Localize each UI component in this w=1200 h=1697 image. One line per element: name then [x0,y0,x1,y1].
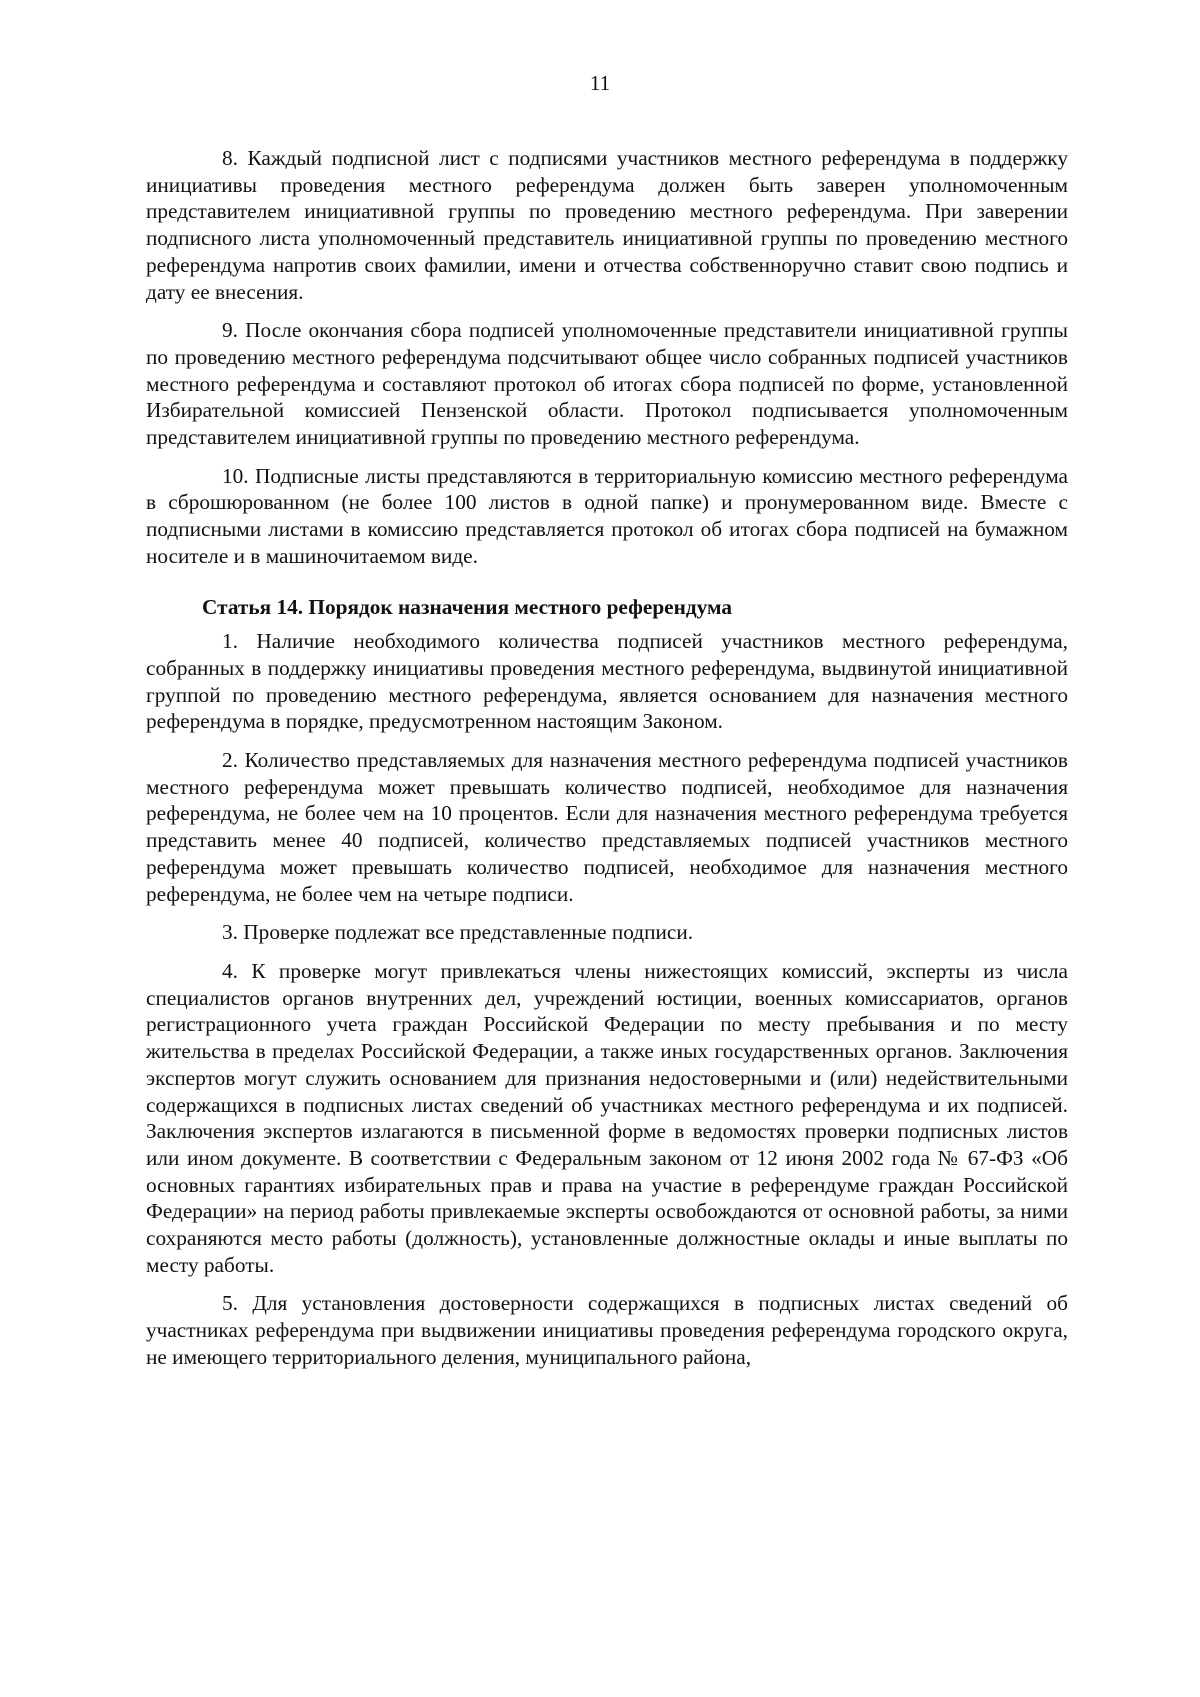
paragraph-8: 8. Каждый подписной лист с подписями участников местного референдума в поддержку инициативы проведения местного референдума должен быть заверен уполномоченным представителем инициативной группы по проведению местного референдума. При заверении подписного листа уполномоченный представитель инициативной группы по проведению местного референдума напротив своих фамилии, имени и отчества собственноручно ставит свою подпись и дату ее внесения. [146,146,1068,304]
article-14-paragraph-3: 3. Проверке подлежат все представленные подписи. [222,920,694,945]
paragraph-10: 10. Подписные листы представляются в территориальную комиссию местного референдума в сброшюрованном (не более 100 листов в одной папке) и пронумерованном виде. Вместе с подписными листами в комиссию представляется протокол об итогах сбора подписей на бумажном носителе и в машиночитаемом виде. [146,463,1068,568]
article-heading: Статья 14. Порядок назначения местного референдума [202,594,733,619]
paragraph-9: 9. После окончания сбора подписей уполномоченные представители инициативной группы по проведению местного референдума подсчитывают общее число собранных подписей участников местного референдума и составляют протокол об итогах сбора подписей по форме, установленной Избирательной комиссией Пензенской области. Протокол подписывается уполномоченным представителем инициативной группы по проведению местного референдума. [146,318,1068,450]
article-14-paragraph-5: 5. Для установления достоверности содержащихся в подписных листах сведений об участниках референдума при выдвижении инициативы проведения референдума городского округа, не имеющего территориального деления, муниципального района, [146,1291,1068,1369]
article-14-paragraph-2: 2. Количество представляемых для назначения местного референдума подписей участников местного референдума может превышать количество подписей, необходимое для назначения референдума, не более чем на 10 процентов. Если для назначения местного референдума требуется представить менее 40 подписей, количество представляемых подписей участников местного референдума может превышать количество подписей, необходимое для назначения местного референдума, не более чем на четыре подписи. [146,748,1068,906]
document-body [146,145,1068,1383]
article-14-paragraph-1: 1. Наличие необходимого количества подписей участников местного референдума, собранных в поддержку инициативы проведения местного референдума, выдвинутой инициативной группой по проведению местного референдума, является основанием для назначения местного референдума в порядке, предусмотренном настоящим Законом. [146,629,1068,734]
page-number: 11 [589,71,611,95]
article-14-paragraph-4: 4. К проверке могут привлекаться члены нижестоящих комиссий, эксперты из числа специалистов органов внутренних дел, учреждений юстиции, военных комиссариатов, органов регистрационного учета граждан Российской Федерации по месту пребывания и по месту жительства в пределах Российской Федерации, а также иных государственных органов. Заключения экспертов могут служить основанием для признания недостоверными и (или) недействительными содержащихся в подписных листах сведений об участниках местного референдума и их подписей. Заключения экспертов излагаются в письменной форме в ведомостях проверки подписных листов или ином документе. В соответствии с Федеральным законом от 12 июня 2002 года № 67-ФЗ «Об основных гарантиях избирательных прав и права на участие в референдуме граждан Российской Федерации» на период работы привлекаемые эксперты освобождаются от основной работы, за ними сохраняются место работы (должность), установленные должностные оклады и иные выплаты по месту работы. [146,958,1068,1277]
